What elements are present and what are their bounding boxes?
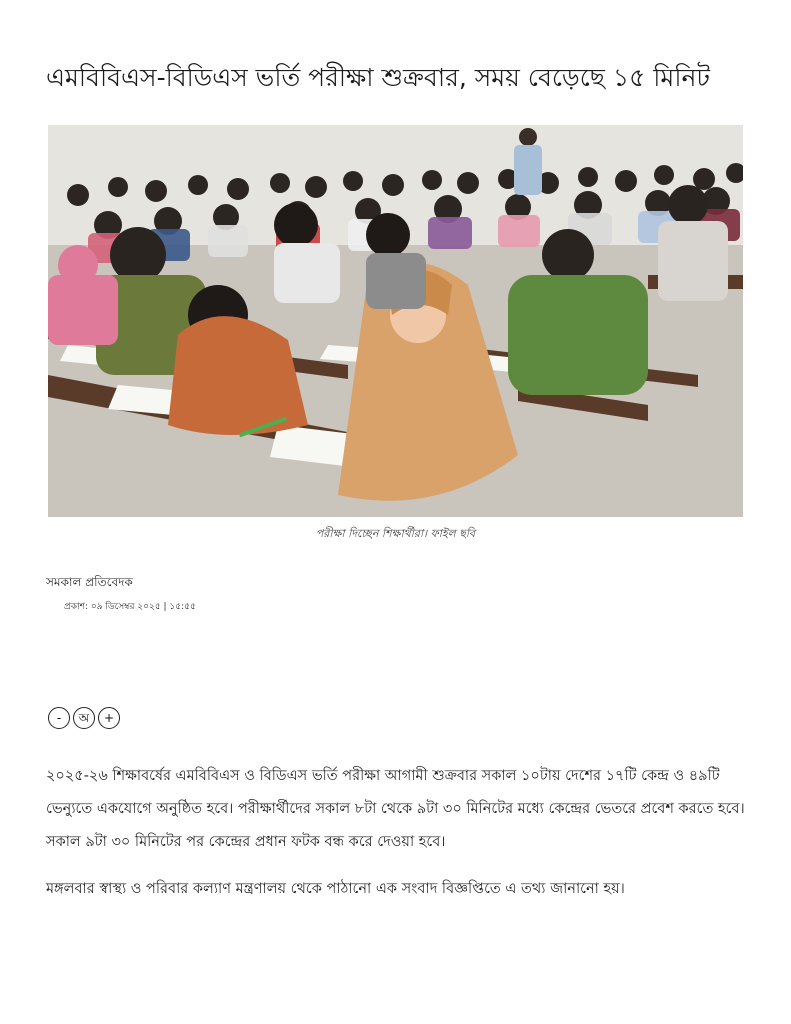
reset-font-button[interactable]: অ	[73, 707, 95, 729]
increase-font-button[interactable]: +	[98, 707, 120, 729]
author-name[interactable]: সমকাল প্রতিবেদক	[46, 575, 133, 589]
article-paragraph: মঙ্গলবার স্বাস্থ্য ও পরিবার কল্যাণ মন্ত্রণালয় থেকে পাঠানো এক সংবাদ বিজ্ঞপ্তিতে এ তথ্য জানানো হয়।	[46, 881, 625, 897]
article-photo	[48, 125, 743, 517]
article-body	[46, 760, 746, 920]
image-caption: পরীক্ষা দিচ্ছেন শিক্ষার্থীরা। ফাইল ছবি	[315, 527, 476, 540]
decrease-font-button[interactable]: -	[48, 707, 70, 729]
publish-date: প্রকাশ: ০৯ ডিসেম্বর ২০২৫ | ১৫:৫৫	[64, 602, 196, 612]
font-size-controls	[48, 707, 120, 729]
article-headline: এমবিবিএস-বিডিএস ভর্তি পরীক্ষা শুক্রবার, সময় বেড়েছে ১৫ মিনিট	[46, 63, 711, 92]
article-paragraph: ২০২৫-২৬ শিক্ষাবর্ষের এমবিবিএস ও বিডিএস ভর্তি পরীক্ষা আগামী শুক্রবার সকাল ১০টায় দেশের ১৭টি কেন্দ্র ও ৪৯টি ভেন্যুতে একযোগে অনুষ্ঠিত হবে। পরীক্ষার্থীদের সকাল ৮টা থেকে ৯টা ৩০ মিনিটের মধ্যে কেন্দ্রের ভেতরে প্রবেশ করতে হবে। সকাল ৯টা ৩০ মিনিটের পর কেন্দ্রের প্রধান ফটক বন্ধ করে দেওয়া হবে।	[46, 768, 745, 850]
